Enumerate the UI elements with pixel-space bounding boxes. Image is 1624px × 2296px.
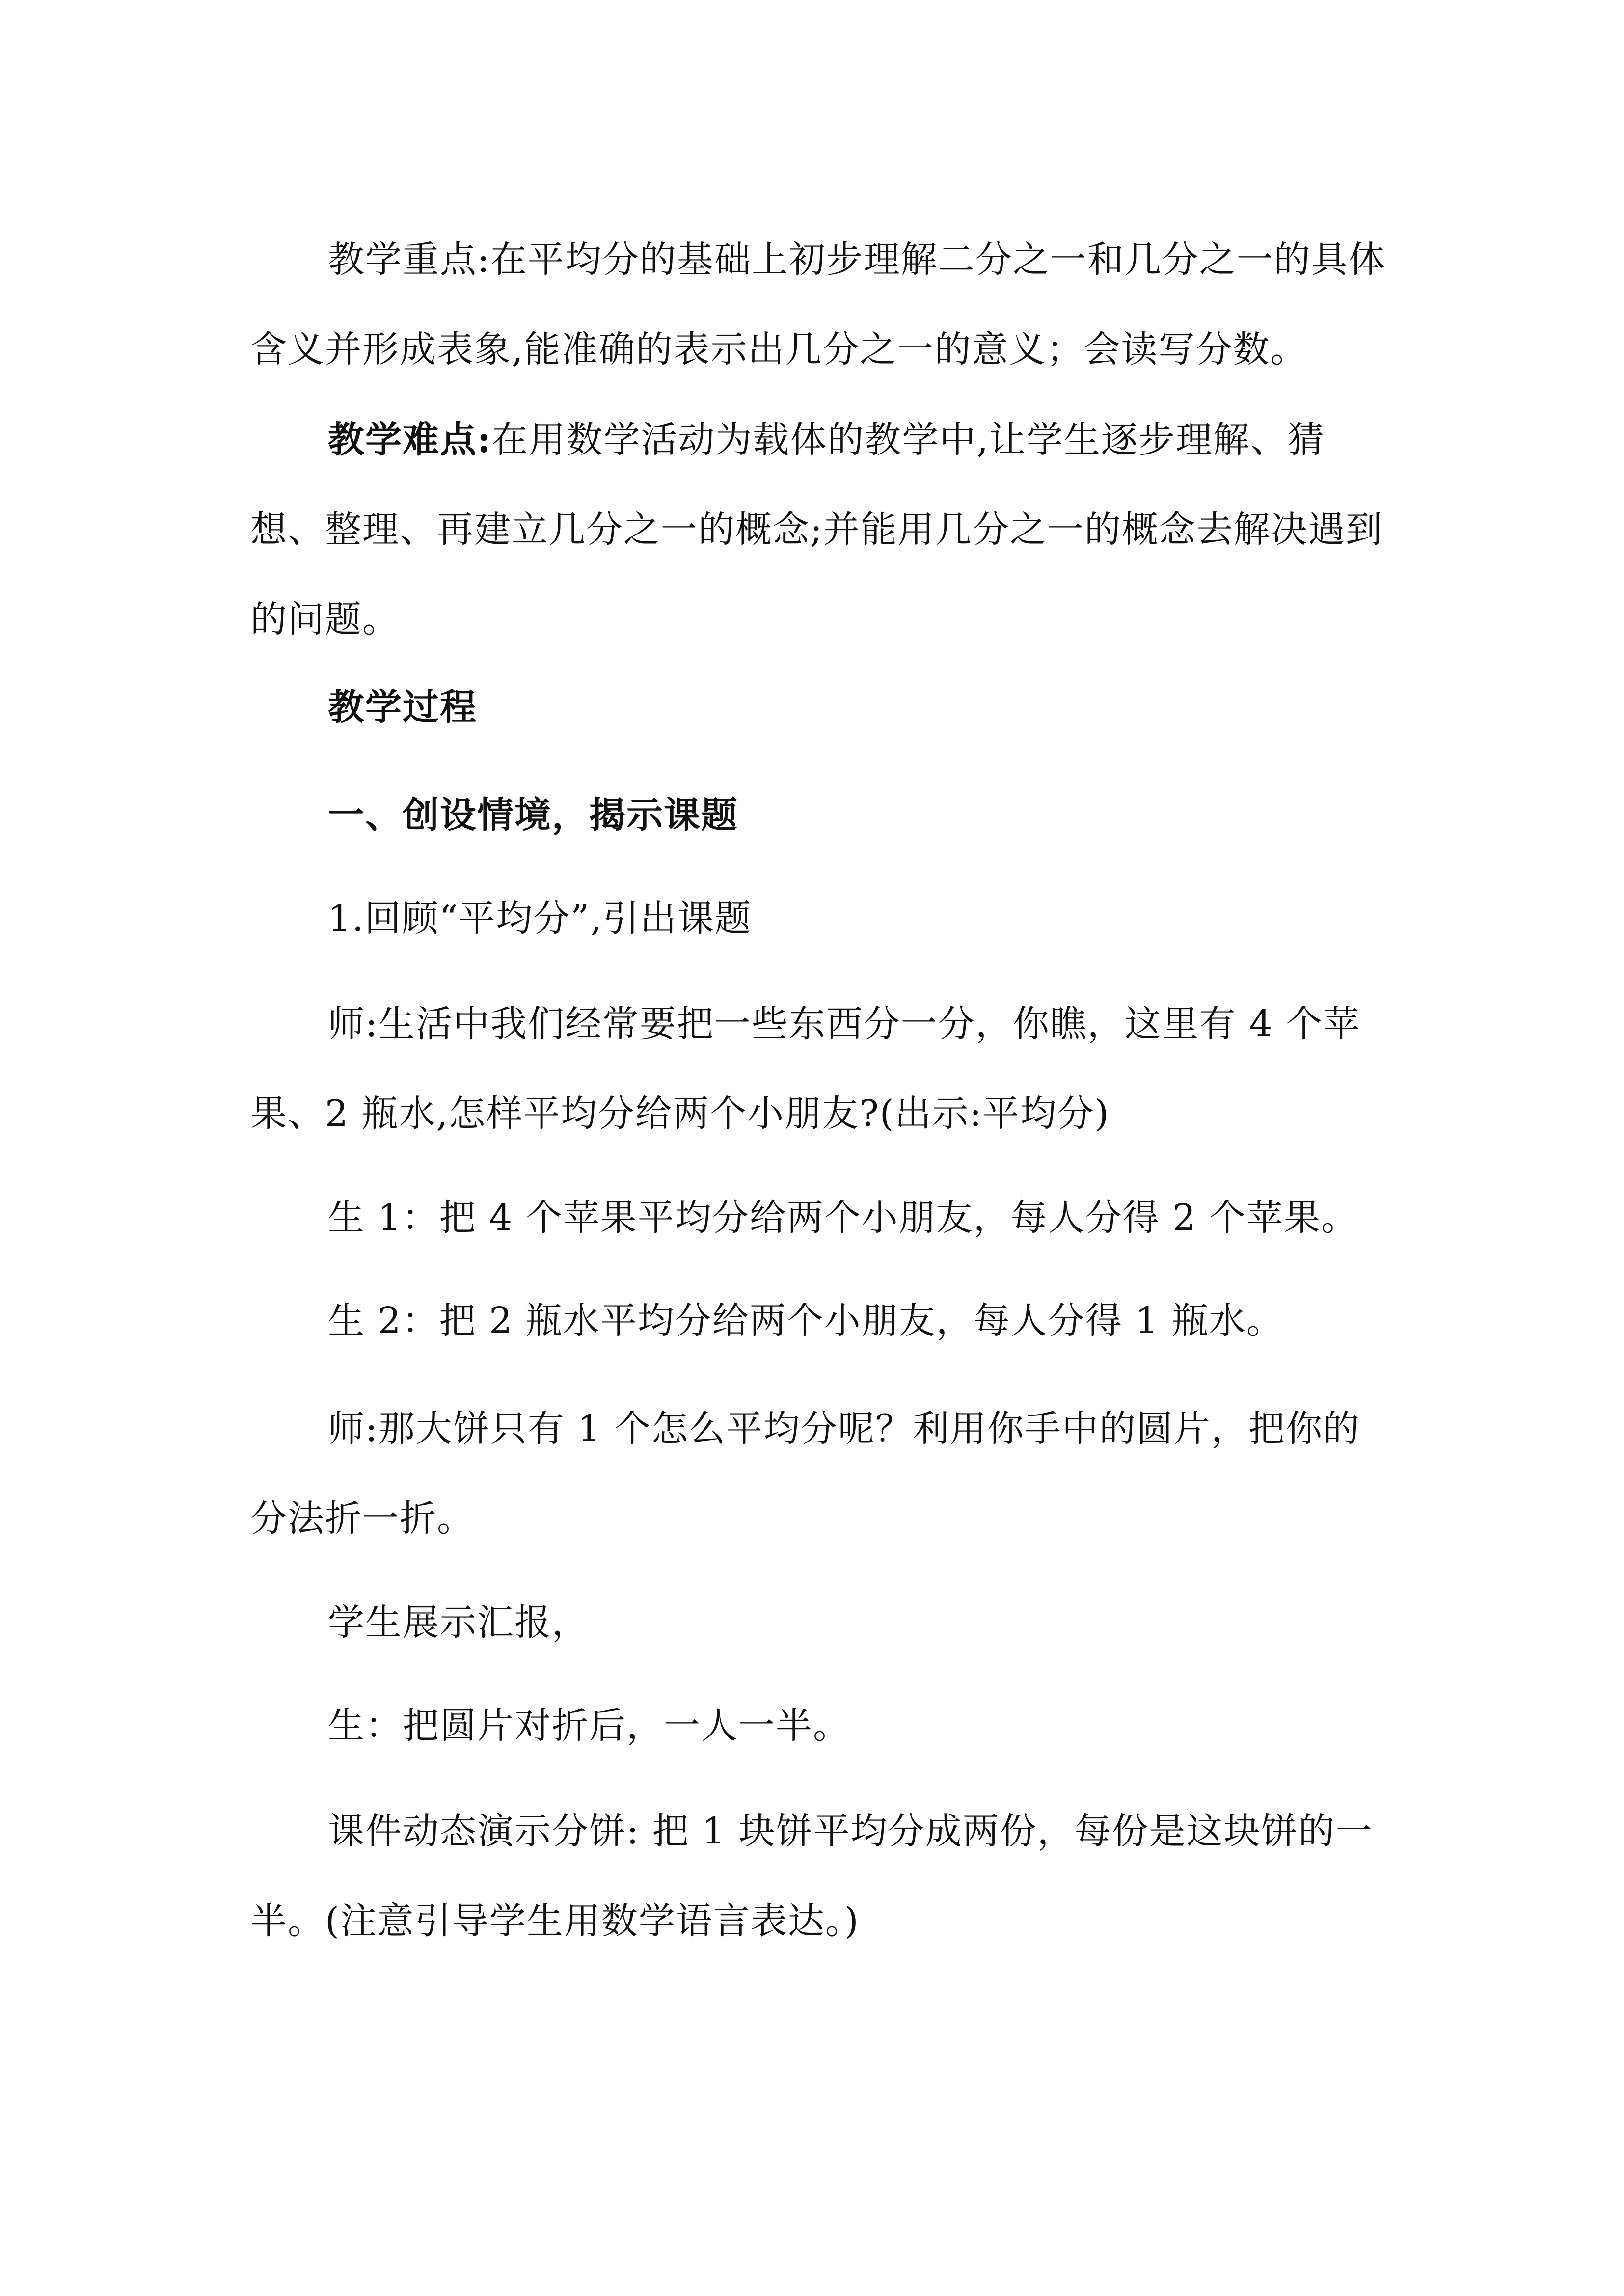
teacher-pancake-paragraph (250, 1384, 1394, 1564)
student-fold-answer-paragraph (250, 1681, 1394, 1771)
paragraph-text: 生 2：把 2 瓶水平均分给两个小朋友，每人分得 1 瓶水。 (328, 1300, 1284, 1342)
paragraph-text: 学生展示汇报， (328, 1602, 589, 1644)
paragraph-text: 生：把圆片对折后，一人一半。 (328, 1705, 850, 1747)
paragraph-text: 课件动态演示分饼: 把 1 块饼平均分成两份，每份是这块饼的一半。(注意引导学生用数学语言表达。) (250, 1810, 1373, 1942)
section-heading-create-context (250, 771, 1394, 860)
section-heading-teaching-process (250, 663, 1394, 752)
courseware-demo-paragraph (250, 1787, 1394, 1966)
paragraph-text: 在用数学活动为载体的教学中,让学生逐步理解、猜想、整理、再建立几分之一的概念;并能用几分之一的概念去解决遇到的问题。 (250, 419, 1383, 641)
teaching-focus-paragraph (250, 215, 1394, 395)
paragraph-text: 教学重点:在平均分的基础上初步理解二分之一和几分之一的具体含义并形成表象,能准确的表示出几分之一的意义；会读写分数。 (250, 239, 1386, 371)
teaching-difficulty-paragraph (250, 395, 1394, 665)
paragraph-text: 师:那大饼只有 1 个怎么平均分呢？利用你手中的圆片，把你的分法折一折。 (250, 1408, 1361, 1540)
paragraph-text: 1.回顾“平均分”,引出课题 (328, 897, 752, 939)
heading-text: 教学过程 (328, 686, 477, 728)
paragraph-text: 生 1：把 4 个苹果平均分给两个小朋友，每人分得 2 个苹果。 (328, 1197, 1358, 1239)
paragraph-text: 师:生活中我们经常要把一些东西分一分，你瞧，这里有 4 个苹果、2 瓶水,怎样平均分给两个小朋友?(出示:平均分) (250, 1003, 1361, 1135)
teacher-question-paragraph (250, 979, 1394, 1159)
student-report-paragraph (250, 1578, 1394, 1668)
heading-text: 一、创设情境，揭示课题 (328, 794, 738, 836)
paragraph-label: 教学难点: (328, 419, 492, 461)
subsection-heading-review (250, 874, 1394, 963)
student-2-answer-paragraph (250, 1276, 1394, 1366)
student-1-answer-paragraph (250, 1173, 1394, 1263)
